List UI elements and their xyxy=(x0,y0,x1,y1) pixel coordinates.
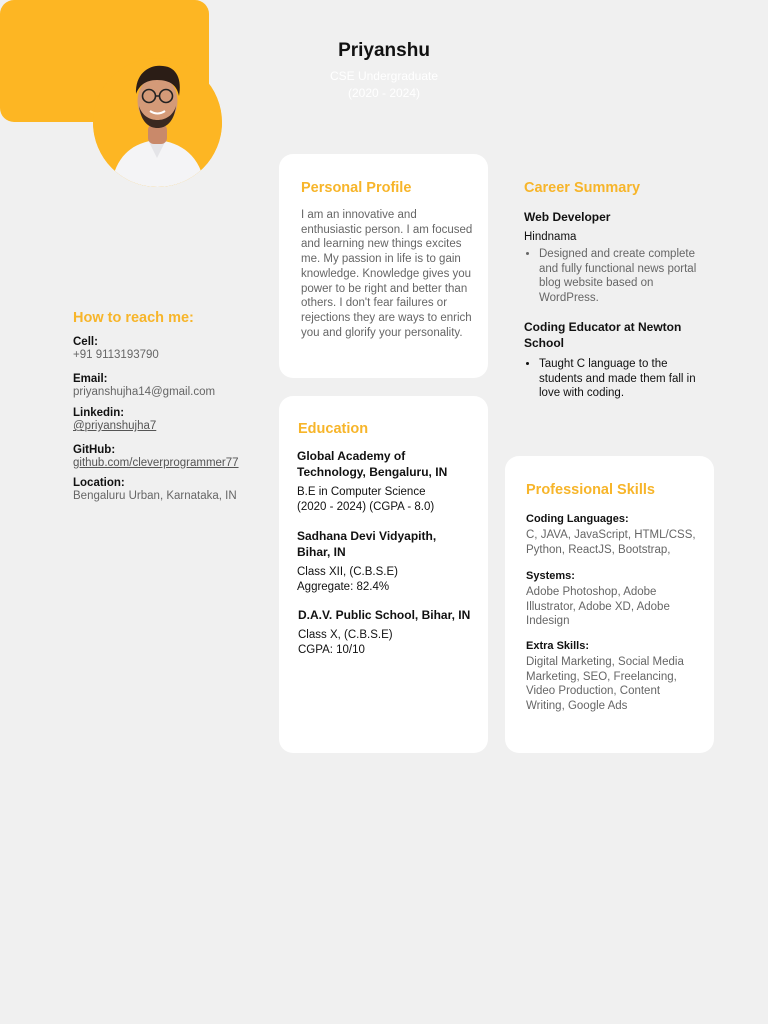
skill-value: Digital Marketing, Social Media Marketing, SEO, Freelancing, Video Production, Content Writing, Google Ads xyxy=(526,656,684,712)
contact-heading: How to reach me: xyxy=(73,310,194,326)
personal-profile-text: I am an innovative and enthusiastic person. I am focused and learning new things excites me. My passion in life is to gain knowledge. Knowledge gives you power to be right and better than others. I don't fear failures or rejections they are ways to enrich you and glorify your personality. xyxy=(301,209,473,339)
skill-value: Adobe Photoshop, Adobe Illustrator, Adobe XD, Adobe Indesign xyxy=(526,586,670,627)
personal-profile-card xyxy=(279,154,488,378)
job-bullet: • Taught C language to the students and made them fall in love with coding. xyxy=(539,357,704,401)
profile-years: (2020 - 2024) xyxy=(347,86,421,100)
education-score: Aggregate: 82.4% xyxy=(297,580,390,593)
education-school: Sadhana Devi Vidyapith, Bihar, IN xyxy=(297,529,437,559)
contact-value-cell: +91 9113193790 xyxy=(73,349,159,361)
skill-label: Systems: xyxy=(526,570,575,582)
profile-name: Priyanshu xyxy=(338,40,430,61)
skill-group xyxy=(526,570,698,629)
personal-profile-heading: Personal Profile xyxy=(301,180,412,196)
job-title: Web Developer xyxy=(524,210,611,224)
contact-label-linkedin: Linkedin: xyxy=(73,407,125,419)
education-degree: B.E in Computer Science xyxy=(297,486,426,498)
skill-group xyxy=(526,513,698,557)
education-heading: Education xyxy=(298,421,369,437)
education-score: (2020 - 2024) (CGPA - 8.0) xyxy=(297,500,435,513)
education-degree: Class X, (C.B.S.E) xyxy=(298,629,393,641)
job-bullets xyxy=(524,357,704,401)
education-item xyxy=(297,448,472,514)
skill-group xyxy=(526,640,698,713)
contact-section xyxy=(73,310,248,504)
education-detail xyxy=(297,565,472,594)
profile-role: CSE Undergraduate xyxy=(329,69,439,83)
skill-value: C, JAVA, JavaScript, HTML/CSS, Python, ReactJS, Bootstrap, xyxy=(526,529,696,556)
github-link[interactable]: github.com/cleverprogrammer77 xyxy=(73,456,239,469)
job-company: Hindnama xyxy=(524,231,577,243)
contact-label-cell: Cell: xyxy=(73,336,98,348)
contact-label-location: Location: xyxy=(73,477,125,489)
skill-label: Coding Languages: xyxy=(526,513,629,525)
education-card xyxy=(279,396,488,753)
skills-heading: Professional Skills xyxy=(526,482,655,498)
career-summary-section xyxy=(524,180,704,413)
contact-label-github: GitHub: xyxy=(73,443,116,456)
education-item xyxy=(297,528,472,594)
education-school: D.A.V. Public School, Bihar, IN xyxy=(298,608,471,622)
linkedin-link[interactable]: @priyanshujha7 xyxy=(73,420,157,432)
job-bullets xyxy=(524,247,704,305)
contact-value-email: priyanshujha14@gmail.com xyxy=(73,385,216,398)
contact-label-email: Email: xyxy=(73,372,108,385)
education-school: Global Academy of Technology, Bengaluru, IN xyxy=(297,449,448,479)
job-bullet: • Designed and create complete and fully functional news portal blog website based on WordPress. xyxy=(539,247,704,305)
skills-card xyxy=(505,456,714,753)
education-degree: Class XII, (C.B.S.E) xyxy=(297,566,398,578)
education-item xyxy=(298,607,473,657)
education-detail xyxy=(297,485,472,514)
education-detail xyxy=(298,628,473,657)
job-title: Coding Educator at Newton School xyxy=(524,320,682,350)
contact-value-location: Bengaluru Urban, Karnataka, IN xyxy=(73,490,237,502)
skill-label: Extra Skills: xyxy=(526,640,589,652)
career-summary-heading: Career Summary xyxy=(524,180,641,196)
education-score: CGPA: 10/10 xyxy=(298,643,365,656)
